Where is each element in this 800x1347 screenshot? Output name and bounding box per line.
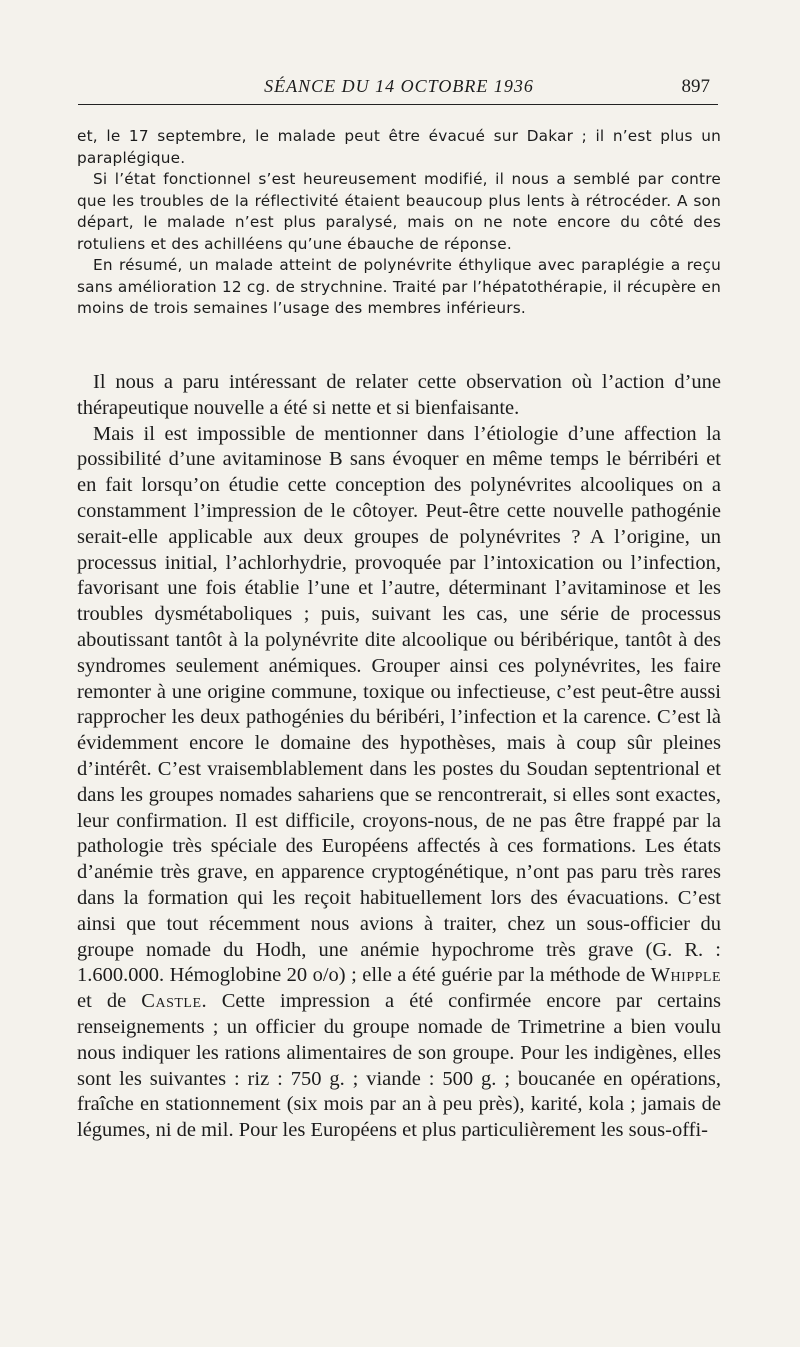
header-rule [78, 104, 718, 105]
case-report-section [77, 126, 721, 320]
small-paragraph-1: et, le 17 septembre, le malade peut être évacué sur Dakar ; il n’est plus un paraplégique. [77, 127, 721, 167]
main-paragraph-1: Il nous a paru intéressant de relater cette observation où l’action d’une thérapeutique nouvelle a été si nette et si bienfaisante. [77, 371, 721, 419]
discussion-section [77, 370, 721, 1144]
author-name-castle: Castle [141, 990, 202, 1013]
author-name-whipple: Whipple [650, 964, 722, 987]
small-paragraph-3: En résumé, un malade atteint de polynévrite éthylique avec paraplégie a reçu sans amélioration 12 cg. de strychnine. Traité par l’hépatothérapie, il récupère en moins de trois semaines l’usage des membres inférieurs. [77, 256, 721, 317]
main-paragraph-2-part-a: Mais il est impossible de mentionner dans l’étiologie d’une affection la possibilité d’une avitaminose B sans évoquer en même temps le bérribéri et en fait lorsqu’on étudie cette conception des polynévrites alcooliques on a constamment l’impression de le côtoyer. Peut-être cette nouvelle pathogénie serait-elle applicable aux deux groupes de polynévrites ? A l’origine, un processus initial, l’achlorhydrie, provoquée par l’intoxication ou l’infection, favorisant une fois établie l’une et l’autre, déterminant l’avitaminose et les troubles dysmétaboliques ; puis, suivant les cas, une série de processus aboutissant tantôt à la polynévrite dite alcoolique ou béribérique, tantôt à des syndromes seulement anémiques. Grouper ainsi ces polynévrites, les faire remonter à une origine commune, toxique ou infectieuse, c’est peut-être aussi rapprocher les deux pathogénies du béribéri, l’infection et la carence. C’est là évidemment encore le domaine des hypothèses, mais à coup sûr pleines d’intérêt. C’est vraisemblablement dans les postes du Soudan septentrional et dans les groupes nomades sahariens que se rencontrerait, si elles sont exactes, leur confirmation. Il est difficile, croyons-nous, de ne pas être frappé par la pathologie très spéciale des Européens affectés à ces formations. Les états d’anémie très grave, en apparence cryptogénétique, n’ont pas paru très rares dans la formation qui les reçoit habituellement lors des évacuations. C’est ainsi que tout récemment nous avions à traiter, chez un sous-officier du groupe nomade du Hodh, une anémie hypochrome très grave (G. R. : 1.600.000. Hémoglobine 20 o/o) ; elle a été guérie par la méthode de [77, 422, 721, 987]
running-title: SÉANCE DU 14 OCTOBRE 1936 [264, 76, 534, 96]
page-number: 897 [681, 76, 710, 97]
main-paragraph-2 [77, 422, 721, 1144]
small-paragraph-2: Si l’état fonctionnel s’est heureusement modifié, il nous a semblé par contre que les troubles de la réflectivité étaient beaucoup plus lents à rétrocéder. A son départ, le malade n’est plus paralysé, mais on ne note encore du côté des rotuliens et des achilléens qu’une ébauche de réponse. [77, 170, 721, 253]
page-header [76, 76, 722, 104]
conjunction-et-de: et de [77, 990, 127, 1013]
main-paragraph-2-part-b: . Cette impression a été confirmée encore par certains renseignements ; un officier du groupe nomade de Trimetrine a bien voulu nous indiquer les rations alimentaires de son groupe. Pour les indigènes, elles sont les suivantes : riz : 750 g. ; viande : 500 g. ; boucanée en opérations, fraîche en stationnement (six mois par an à peu près), karité, kola ; jamais de légumes, ni de mil. Pour les Européens et plus particulièrement les sous-offi- [77, 990, 721, 1142]
